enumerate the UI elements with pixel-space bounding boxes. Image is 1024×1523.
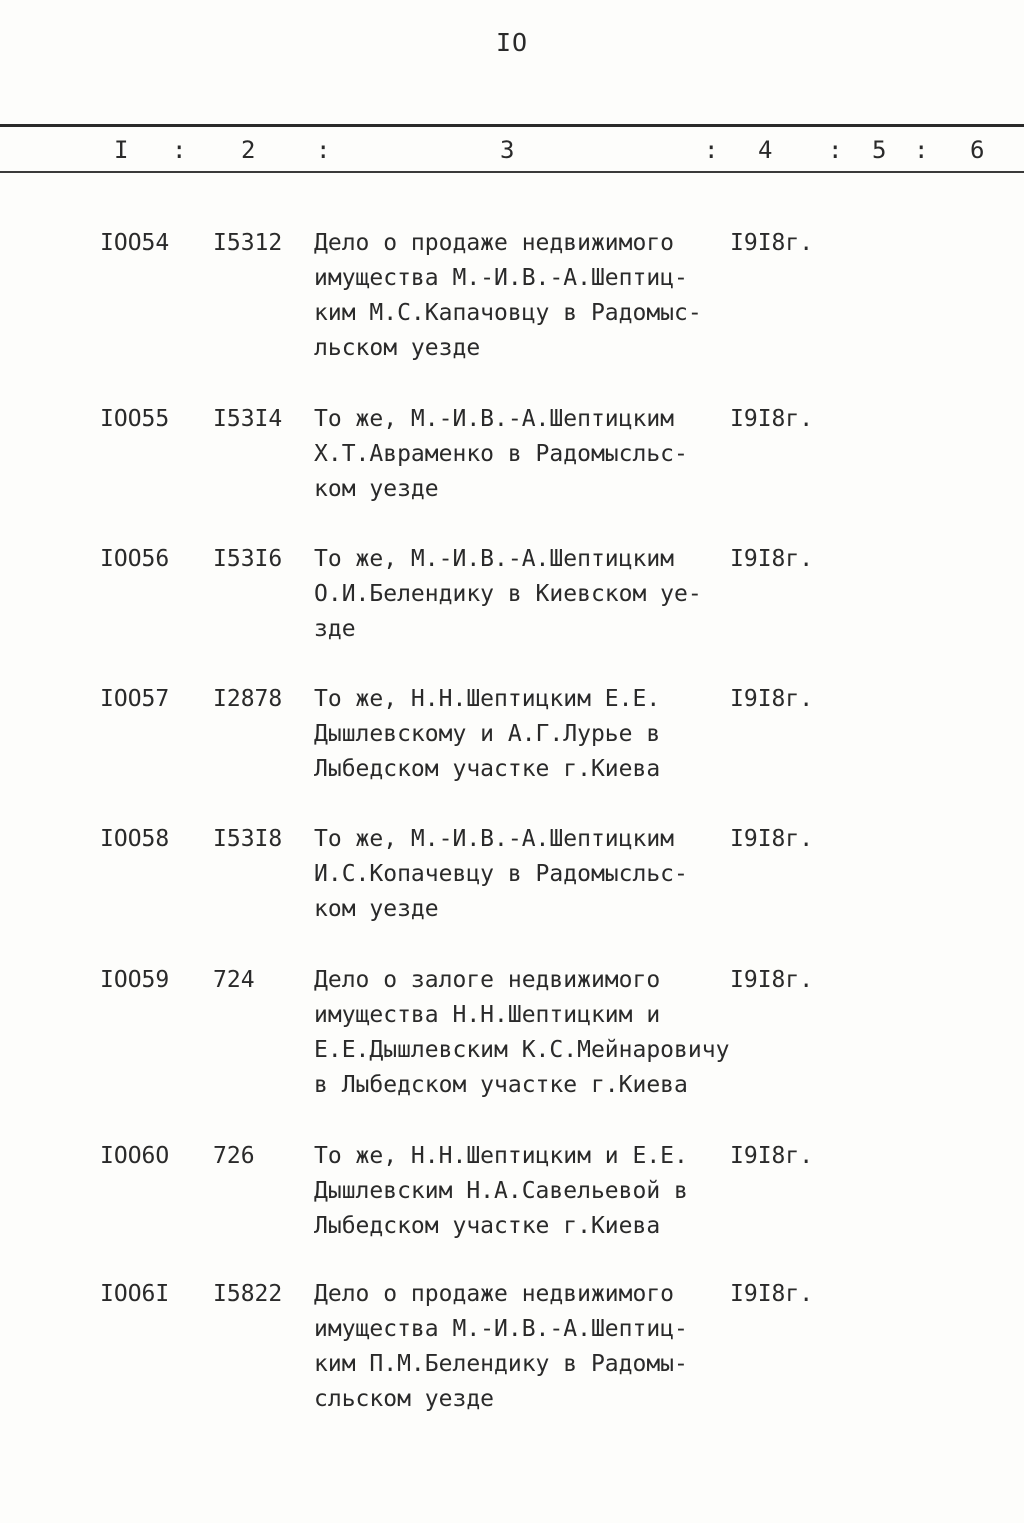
entry-number: IOO54 (100, 230, 170, 256)
entry-description-line: Дышлевскому и А.Г.Лурье в (314, 721, 661, 747)
column-header-2: 2 (241, 136, 256, 164)
entry-number: IOO55 (100, 406, 170, 432)
entry-code: I5312 (213, 230, 283, 256)
column-separator: : (704, 136, 719, 164)
page-number: IO (495, 28, 529, 57)
entry-number: IOO56 (100, 546, 170, 572)
entry-description-line: Е.Е.Дышлевским К.С.Мейнаровичу (314, 1037, 730, 1063)
entry-description-line: То же, М.-И.В.-А.Шептицким (314, 546, 675, 572)
entry-number: IOO59 (100, 967, 170, 993)
entry-year: I9I8г. (730, 686, 814, 712)
entry-number: IOO57 (100, 686, 170, 712)
column-header-6: 6 (970, 136, 985, 164)
column-header-1: I (114, 136, 129, 164)
entry-description (314, 963, 754, 1103)
column-separator: : (828, 136, 843, 164)
entry-description-line: О.И.Белендику в Киевском уе- (314, 581, 702, 607)
entry-description-line: То же, Н.Н.Шептицким и Е.Е. (314, 1143, 688, 1169)
entry-number: IOO6O (100, 1143, 170, 1169)
entry-code: I5822 (213, 1281, 283, 1307)
entry-description (314, 682, 754, 787)
entry-description-line: имущества М.-И.В.-А.Шептиц- (314, 265, 688, 291)
entry-description-line: ким М.С.Капачовцу в Радомыс- (314, 300, 702, 326)
entry-description-line: ком уезде (314, 896, 439, 922)
entry-description-line: ком уезде (314, 476, 439, 502)
entry-year: I9I8г. (730, 1143, 814, 1169)
entry-description (314, 822, 754, 927)
entry-code: I2878 (213, 686, 283, 712)
entry-year: I9I8г. (730, 406, 814, 432)
entry-description-line: То же, Н.Н.Шептицким Е.Е. (314, 686, 661, 712)
entry-description-line: зде (314, 616, 356, 642)
entry-description-line: сльском уезде (314, 1386, 495, 1412)
entry-description-line: Дело о продаже недвижимого (314, 1281, 675, 1307)
entry-description (314, 1277, 754, 1417)
entry-description-line: ким П.М.Белендику в Радомы- (314, 1351, 688, 1377)
entry-year: I9I8г. (730, 826, 814, 852)
entry-description-line: льском уезде (314, 335, 481, 361)
entry-code: I53I8 (213, 826, 283, 852)
entry-description-line: То же, М.-И.В.-А.Шептицким (314, 406, 675, 432)
column-separator: : (172, 136, 187, 164)
entry-description-line: То же, М.-И.В.-А.Шептицким (314, 826, 675, 852)
entry-number: IOO58 (100, 826, 170, 852)
entry-year: I9I8г. (730, 1281, 814, 1307)
entry-description (314, 226, 754, 366)
column-separator: : (316, 136, 331, 164)
entry-description-line: И.С.Копачевцу в Радомысльс- (314, 861, 688, 887)
entry-description-line: Х.Т.Авраменко в Радомысльс- (314, 441, 688, 467)
column-separator: : (914, 136, 929, 164)
entry-description-line: имущества М.-И.В.-А.Шептиц- (314, 1316, 688, 1342)
entry-year: I9I8г. (730, 967, 814, 993)
entry-year: I9I8г. (730, 230, 814, 256)
entry-description-line: Дело о продаже недвижимого (314, 230, 675, 256)
entry-description (314, 1139, 754, 1244)
entry-description (314, 402, 754, 507)
entry-code: 724 (213, 967, 255, 993)
entry-description-line: имущества Н.Н.Шептицким и (314, 1002, 661, 1028)
column-header-3: 3 (500, 136, 515, 164)
entry-description (314, 542, 754, 647)
column-header-4: 4 (758, 136, 773, 164)
entry-description-line: Лыбедском участке г.Киева (314, 1213, 661, 1239)
entry-description-line: Лыбедском участке г.Киева (314, 756, 661, 782)
entry-code: I53I4 (213, 406, 283, 432)
entry-description-line: Дело о залоге недвижимого (314, 967, 661, 993)
entry-description-line: Дышлевским Н.А.Савельевой в (314, 1178, 688, 1204)
entry-year: I9I8г. (730, 546, 814, 572)
column-header-5: 5 (872, 136, 887, 164)
header-rule-top (0, 124, 1024, 127)
entry-description-line: в Лыбедском участке г.Киева (314, 1072, 688, 1098)
entry-number: IOO6I (100, 1281, 170, 1307)
entry-code: I53I6 (213, 546, 283, 572)
entry-code: 726 (213, 1143, 255, 1169)
header-rule-bottom (0, 171, 1024, 173)
